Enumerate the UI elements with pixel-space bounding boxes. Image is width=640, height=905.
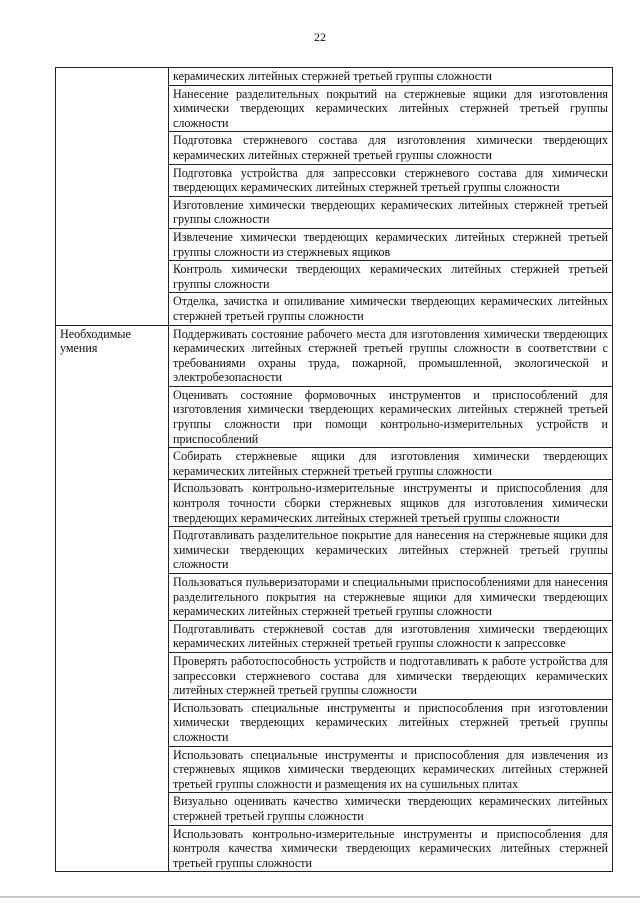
table-cell (169, 85, 613, 132)
page-number: 22 (314, 30, 326, 44)
table-cell (169, 164, 613, 196)
row-group-label: Необходимые умения (56, 325, 169, 872)
cell-text: Поддерживать состояние рабочего места для изготовления химически твердеющих керамических литейных стержней третьей группы сложности в соответствии с требованиями охраны труда, пожарной, промышленной, экологической и электробезопасности (173, 326, 608, 385)
table-cell (169, 386, 613, 447)
table-cell (169, 480, 613, 527)
cell-text: Собирать стержневые ящики для изготовления химически твердеющих керамических литейных стержней третьей группы сложности (173, 449, 608, 478)
table-row (56, 325, 613, 386)
cell-text: Пользоваться пульверизаторами и специальными приспособлениями для нанесения разделительного покрытия на стержневые ящики для химически твердеющих керамических литейных стержней третьей группы сложности (173, 575, 608, 619)
table-cell (169, 652, 613, 699)
table-cell (169, 527, 613, 574)
cell-text: Проверять работоспособность устройств и подготавливать к работе устройства для запрессовки стержневого состава для химически твердеющих керамических литейных стержней третьей группы сложности (173, 653, 608, 698)
table-cell (169, 574, 613, 621)
cell-text: керамических литейных стержней третьей группы сложности (173, 69, 493, 83)
cell-text: Оценивать состояние формовочных инструментов и приспособлений для изготовления химически твердеющих керамических литейных стержней третьей группы сложности при помощи контрольно-измерительных устройств и приспособлений (173, 387, 608, 446)
table-cell (169, 448, 613, 480)
cell-text: Использовать контрольно-измерительные инструменты и приспособления для контроля качества химически твердеющих керамических литейных стержней третьей группы сложности (173, 826, 608, 870)
row-group-label (56, 68, 169, 326)
table-cell (169, 261, 613, 293)
table-cell (169, 325, 613, 386)
cell-text: Подготовка устройства для запрессовки стержневого состава для химически твердеющих керамических литейных стержней третьей группы сложности (173, 165, 608, 195)
cell-text: Нанесение разделительных покрытий на стержневые ящики для изготовления химически твердеющих керамических литейных стержней третьей группы сложности (173, 86, 608, 130)
table-cell (169, 68, 613, 86)
table-row (56, 68, 613, 86)
cell-text: Контроль химически твердеющих керамических литейных стержней третьей группы сложности (173, 262, 608, 291)
cell-text: Визуально оценивать качество химически твердеющих керамических литейных стержней третьей группы сложности (173, 794, 608, 823)
table-cell (169, 699, 613, 746)
table-cell (169, 132, 613, 164)
scan-edge-line (0, 896, 640, 898)
table-cell (169, 746, 613, 793)
cell-text: Подготовка стержневого состава для изготовления химически твердеющих керамических литейных стержней третьей группы сложности (173, 133, 608, 162)
cell-text: Использовать специальные инструменты и приспособления при изготовлении химически твердеющих керамических литейных стержней третьей группы сложности (173, 700, 608, 744)
cell-text: Подготавливать разделительное покрытие для нанесения на стержневые ящики для химически твердеющих керамических литейных стержней третьей группы сложности (173, 528, 608, 572)
cell-text: Использовать контрольно-измерительные инструменты и приспособления для контроля точности сборки стержневых ящиков для изготовления химически твердеющих керамических литейных стержней третьей группы сложности (173, 481, 608, 525)
cell-text: Использовать специальные инструменты и приспособления для извлечения из стержневых ящиков химически твердеющих керамических литейных стержней третьей группы сложности и размещения их на сушильных плитах (173, 747, 608, 791)
requirements-table (55, 67, 613, 872)
cell-text: Отделка, зачистка и опиливание химически твердеющих керамических литейных стержней третьей группы сложности (173, 294, 608, 323)
table-cell (169, 293, 613, 325)
cell-text: Извлечение химически твердеющих керамических литейных стержней третьей группы сложности из стержневых ящиков (173, 229, 608, 259)
table-cell (169, 228, 613, 260)
table-cell (169, 825, 613, 872)
table-cell (169, 793, 613, 825)
cell-text: Подготавливать стержневой состав для изготовления химически твердеющих керамических литейных стержней третьей группы сложности к запрессовке (173, 621, 608, 651)
table-cell (169, 620, 613, 652)
cell-text: Изготовление химически твердеющих керамических литейных стержней третьей группы сложности (173, 197, 608, 227)
table-cell (169, 196, 613, 228)
